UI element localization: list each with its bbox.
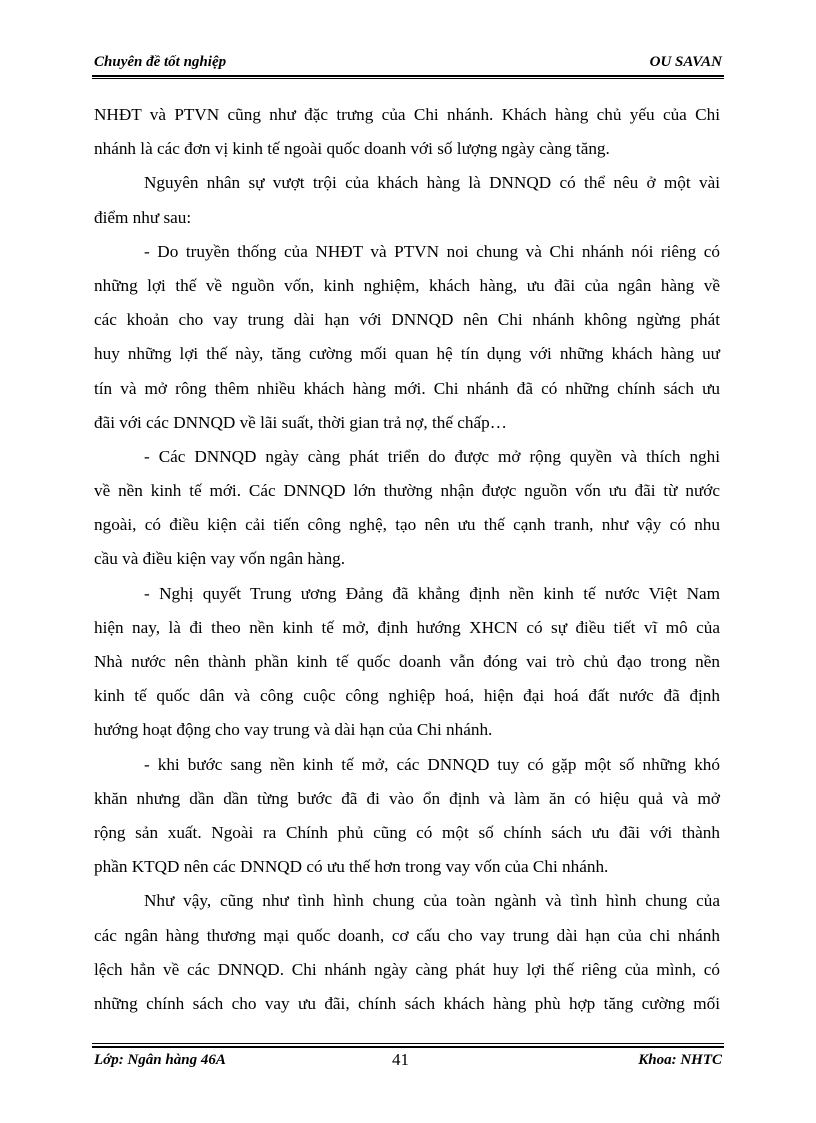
text-line: Nguyên nhân sự vượt trội của khách hàng là DNNQD có thể nêu ở một vài [144,173,720,193]
text-line: nhánh là các đơn vị kinh tế ngoài quốc doanh với số lượng ngày càng tăng. [94,139,610,159]
text-line: huy những lợi thế này, tăng cường mối quan hệ tín dụng với những khách hàng uư [94,344,720,364]
header-rule-thick [92,75,724,77]
text-line: những chính sách cho vay ưu đãi, chính sách khách hàng phù hợp tăng cường mối [94,993,720,1013]
text-line: rộng sản xuất. Ngoài ra Chính phủ cũng có một số chính sách ưu đãi với thành [94,822,720,842]
text-line: tín và mở rông thêm nhiều khách hàng mới. Chi nhánh đã có những chính sách ưu [94,378,720,398]
text-line: NHĐT và PTVN cũng như đặc trưng của Chi nhánh. Khách hàng chủ yếu của Chi [94,105,720,124]
text-line: hướng hoạt động cho vay trung và dài hạn của Chi nhánh. [94,720,493,740]
text-line: kinh tế quốc dân và công cuộc công nghiệp hoá, hiện đại hoá đất nước đã định [94,686,720,706]
document-body [94,98,720,1021]
text-line: lệch hẳn về các DNNQD. Chi nhánh ngày càng phát huy lợi thế riêng của mình, có [94,959,720,979]
text-line: Nhà nước nên thành phần kinh tế quốc doanh vẫn đóng vai trò chủ đạo trong nền [94,652,720,671]
text-line: - Do truyền thống của NHĐT và PTVN noi chung và Chi nhánh nói riêng có [144,241,720,261]
text-line: các khoản cho vay trung dài hạn với DNNQD nên Chi nhánh không ngừng phát [94,310,720,330]
page-header [92,52,724,76]
text-line: - Nghị quyết Trung ương Đảng đã khẳng định nền kinh tế nước Việt Nam [144,583,720,603]
text-line: những lợi thế về nguồn vốn, kinh nghiệm, khách hàng, ưu đãi của ngân hàng về [94,275,720,295]
footer-rule-thick [92,1046,724,1048]
text-line: phần KTQD nên các DNNQD có ưu thế hơn trong vay vốn của Chi nhánh. [94,857,609,877]
text-line: - Các DNNQD ngày càng phát triển do được mở rộng quyền và thích nghi [144,446,720,466]
footer-faculty: Khoa: NHTC [638,1052,722,1068]
text-line: về nền kinh tế mới. Các DNNQD lớn thường nhận được nguồn vốn ưu đãi từ nước [94,481,720,501]
text-line: hiện nay, là đi theo nền kinh tế mở, định hướng XHCN có sự điều tiết vĩ mô của [94,617,720,637]
text-line: điểm như sau: [94,207,192,227]
header-author: OU SAVAN [649,54,722,70]
footer-rule-thin [92,1043,724,1044]
text-line: khăn nhưng dần dần từng bước đã đi vào ổn định và làm ăn có hiệu quả và mở [94,788,720,808]
footer-class: Lớp: Ngân hàng 46A [94,1052,226,1068]
text-line: các ngân hàng thương mại quốc doanh, cơ cấu cho vay trung dài hạn của chi nhánh [94,925,720,945]
header-rule-thin [92,78,724,79]
text-line: - khi bước sang nền kinh tế mở, các DNNQD tuy có gặp một số những khó [144,754,720,774]
text-line: ngoài, có điều kiện cải tiến công nghệ, tạo nên ưu thế cạnh tranh, như vậy có nhu [94,515,720,535]
header-title: Chuyên đề tốt nghiệp [94,54,227,70]
text-line: cầu và điều kiện vay vốn ngân hàng. [94,549,346,569]
text-line: đãi với các DNNQD về lãi suất, thời gian trả nợ, thế chấp… [94,412,507,432]
text-line: Như vậy, cũng như tình hình chung của toàn ngành và tình hình chung của [144,891,720,911]
page-footer [92,1052,724,1076]
page-number: 41 [392,1050,409,1069]
